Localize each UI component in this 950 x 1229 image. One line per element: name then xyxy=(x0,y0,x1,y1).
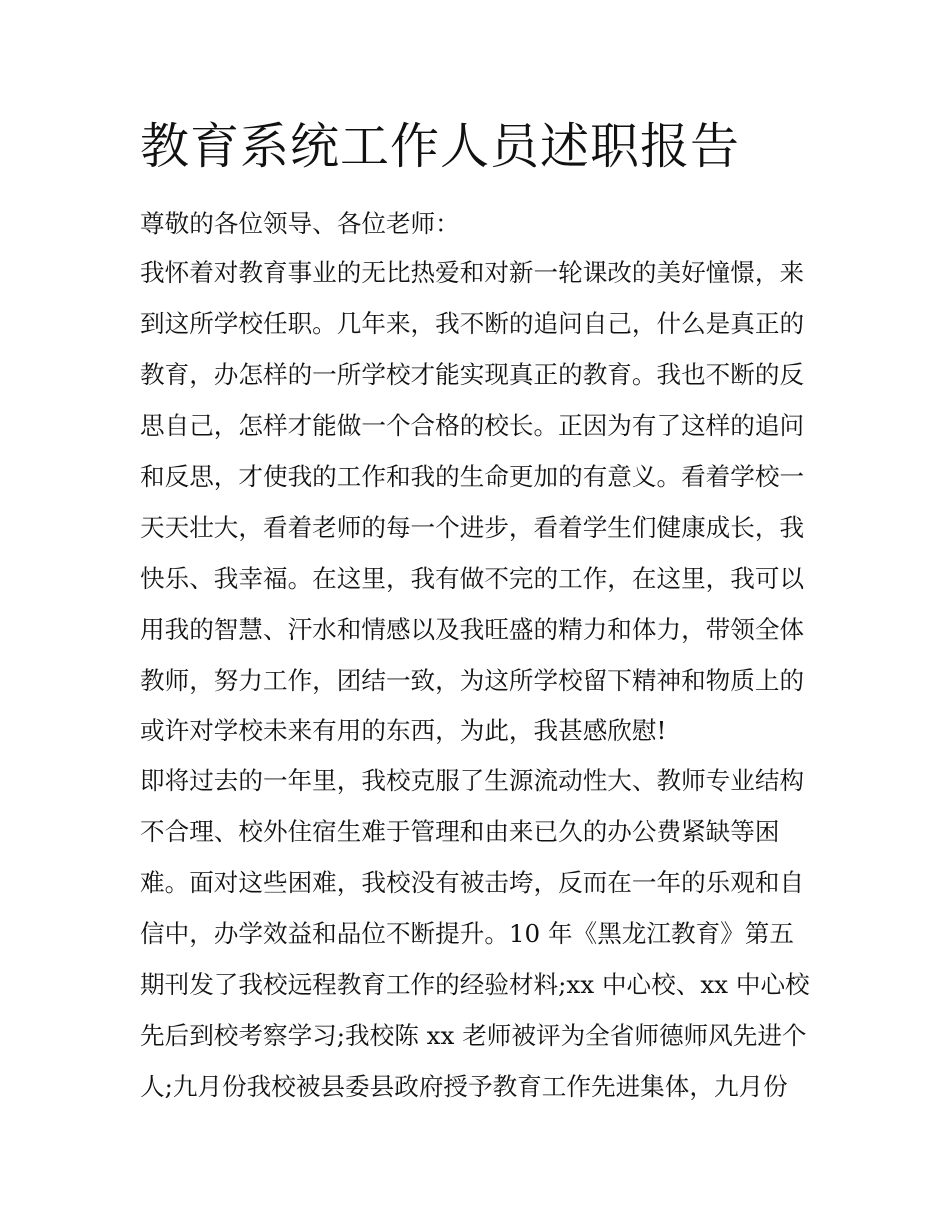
body-line: 和反思，才使我的工作和我的生命更加的有意义。看着学校一 xyxy=(140,462,805,491)
body-line: 即将过去的一年里，我校克服了生源流动性大、教师专业结构 xyxy=(140,766,805,795)
document-title: 教育系统工作人员述职报告 xyxy=(140,118,741,175)
body-line: 教师，努力工作，团结一致，为这所学校留下精神和物质上的 xyxy=(140,666,805,695)
body-line: 人;九月份我校被县委县政府授予教育工作先进集体，九月份 xyxy=(140,1072,788,1101)
body-line: 思自己，怎样才能做一个合格的校长。正因为有了这样的追问 xyxy=(140,411,805,440)
body-line: 教育，办怎样的一所学校才能实现真正的教育。我也不断的反 xyxy=(140,360,805,389)
salutation-line: 尊敬的各位领导、各位老师： xyxy=(140,209,460,238)
body-line: 信中，办学效益和品位不断提升。10 年《黑龙江教育》第五 xyxy=(140,919,794,948)
body-line: 难。面对这些困难，我校没有被击垮，反而在一年的乐观和自 xyxy=(140,868,805,897)
body-line: 先后到校考察学习;我校陈 xx 老师被评为全省师德师风先进个 xyxy=(140,1021,807,1050)
body-line: 或许对学校未来有用的东西，为此，我甚感欣慰! xyxy=(140,716,667,745)
body-line: 快乐、我幸福。在这里，我有做不完的工作，在这里，我可以 xyxy=(140,564,805,593)
body-line: 天天壮大，看着老师的每一个进步，看着学生们健康成长，我 xyxy=(140,513,805,542)
body-line: 期刊发了我校远程教育工作的经验材料;xx 中心校、xx 中心校 xyxy=(140,970,810,999)
body-line: 到这所学校任职。几年来，我不断的追问自己，什么是真正的 xyxy=(140,309,805,338)
body-line: 不合理、校外住宿生难于管理和由来已久的办公费紧缺等困 xyxy=(140,817,780,846)
body-line: 我怀着对教育事业的无比热爱和对新一轮课改的美好憧憬，来 xyxy=(140,258,805,287)
body-line: 用我的智慧、汗水和情感以及我旺盛的精力和体力，带领全体 xyxy=(140,615,805,644)
